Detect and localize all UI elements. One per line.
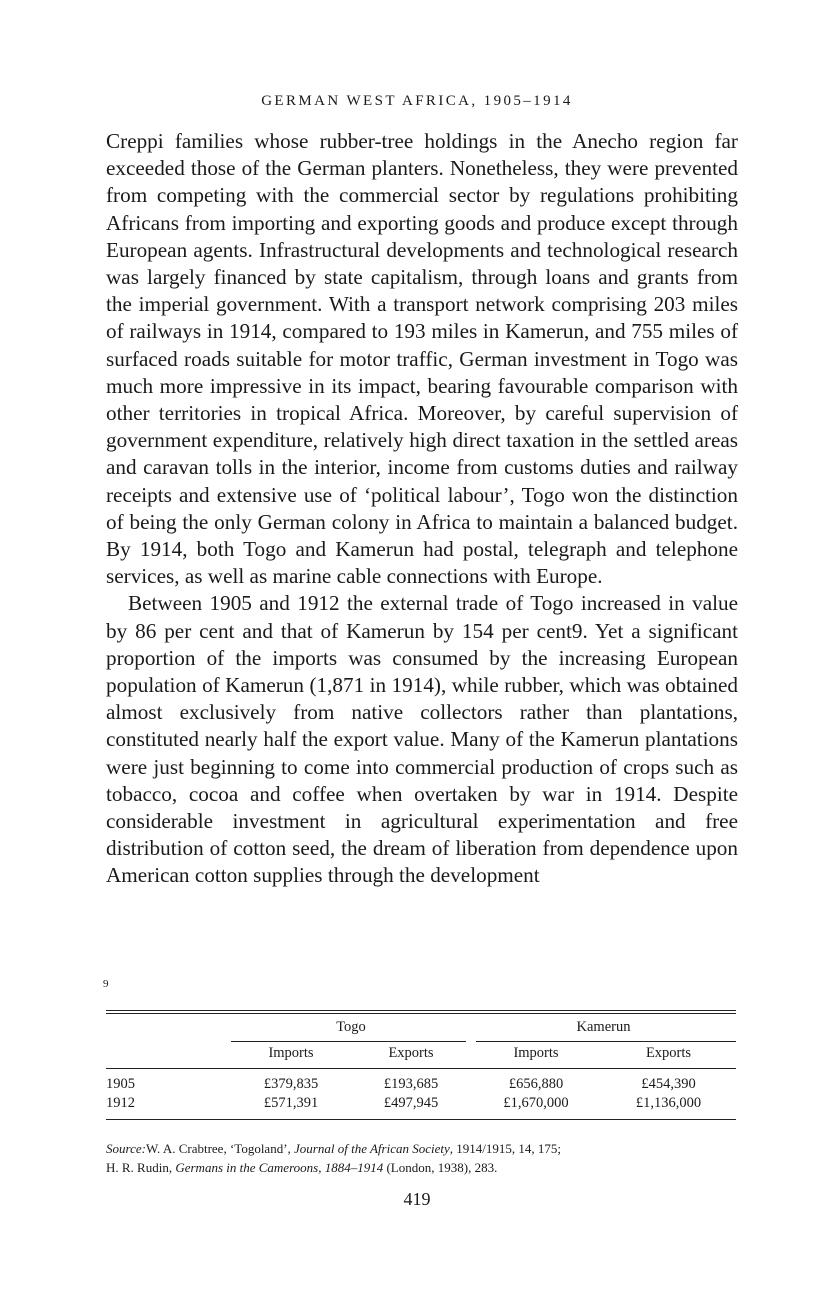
source-journal: Journal of the African Society	[294, 1141, 450, 1156]
running-head: GERMAN WEST AFRICA, 1905–1914	[261, 93, 573, 109]
page-number: 419	[403, 1189, 431, 1209]
table-group-header	[106, 1014, 736, 1040]
paragraph-1: Creppi families whose rubber-tree holdings in the Anecho region far exceeded those of the German planters. Nonetheless, they were prevented from competing with the commercial sector by regulations prohibiting Africans from importing and exporting goods and produce except through European agents. Infrastructural developments and technological research was largely financed by state capitalism, through loans and grants from the imperial government. With a transport network comprising 203 miles of railways in 1914, compared to 193 miles in Kamerun, and 755 miles of surfaced roads suitable for motor traffic, German investment in Togo was much more impressive in its impact, bearing favourable comparison with other territories in tropical Africa. Moreover, by careful supervision of government expenditure, relatively high direct taxation in the settled areas and caravan tolls in the interior, income from customs duties and railway receipts and extensive use of ‘political labour’, Togo won the distinction of being the only German colony in Africa to maintain a balanced budget. By 1914, both Togo and Kamerun had postal, telegraph and telephone services, as well as marine cable connections with Europe.	[106, 129, 738, 589]
table-row	[106, 1094, 736, 1113]
row-year: 1912	[106, 1095, 135, 1111]
cell-kamerun-imports: £656,880	[508, 1076, 564, 1092]
cell-kamerun-exports: £1,136,000	[635, 1095, 702, 1111]
row-year: 1905	[106, 1076, 135, 1092]
source-note	[106, 1139, 738, 1177]
subheader-togo-imports: Imports	[268, 1045, 314, 1061]
source-author-2: H. R. Rudin,	[106, 1160, 176, 1175]
source-line-2	[106, 1158, 738, 1177]
table-subheader	[106, 1040, 736, 1068]
table-row	[106, 1075, 736, 1094]
paragraph-2: Between 1905 and 1912 the external trade of Togo increased in value by 86 per cent and that of Kamerun by 154 per cent9. Yet a significant proportion of the imports was consumed by the increasing European population of Kamerun (1,871 in 1914), while rubber, which was obtained almost exclusively from native collectors rather than plantations, constituted nearly half the export value. Many of the Kamerun plantations were just beginning to come into commercial production of crops such as tobacco, cocoa and coffee when overtaken by war in 1914. Despite considerable investment in agricultural experimentation and free distribution of cotton seed, the dream of liberation from dependence upon American cotton supplies through the development	[106, 591, 738, 888]
source-details-1: , 1914/1915, 14, 175;	[449, 1141, 561, 1156]
group-header-togo: Togo	[336, 1019, 366, 1035]
group-header-kamerun: Kamerun	[576, 1019, 631, 1035]
subheader-kamerun-exports: Exports	[645, 1045, 692, 1061]
trade-table	[106, 1010, 736, 1120]
footnote-marker: 9	[103, 978, 109, 990]
source-author-1: W. A. Crabtree, ‘Togoland’,	[145, 1141, 295, 1156]
subheader-togo-exports: Exports	[388, 1045, 434, 1061]
cell-kamerun-imports: £1,670,000	[503, 1095, 569, 1111]
body-text	[106, 128, 738, 890]
cell-togo-imports: £379,835	[263, 1076, 319, 1092]
cell-togo-exports: £497,945	[383, 1095, 439, 1111]
table-top-rule	[106, 1010, 736, 1011]
table-bottom-rule	[106, 1119, 736, 1120]
source-details-2: (London, 1938), 283.	[383, 1160, 498, 1175]
source-label: Source:	[106, 1141, 146, 1156]
source-line-1	[106, 1139, 738, 1158]
cell-kamerun-exports: £454,390	[641, 1076, 696, 1092]
cell-togo-imports: £571,391	[263, 1095, 319, 1111]
source-book: Germans in the Cameroons, 1884–1914	[175, 1160, 384, 1175]
subheader-kamerun-imports: Imports	[513, 1045, 559, 1061]
cell-togo-exports: £193,685	[383, 1076, 439, 1092]
